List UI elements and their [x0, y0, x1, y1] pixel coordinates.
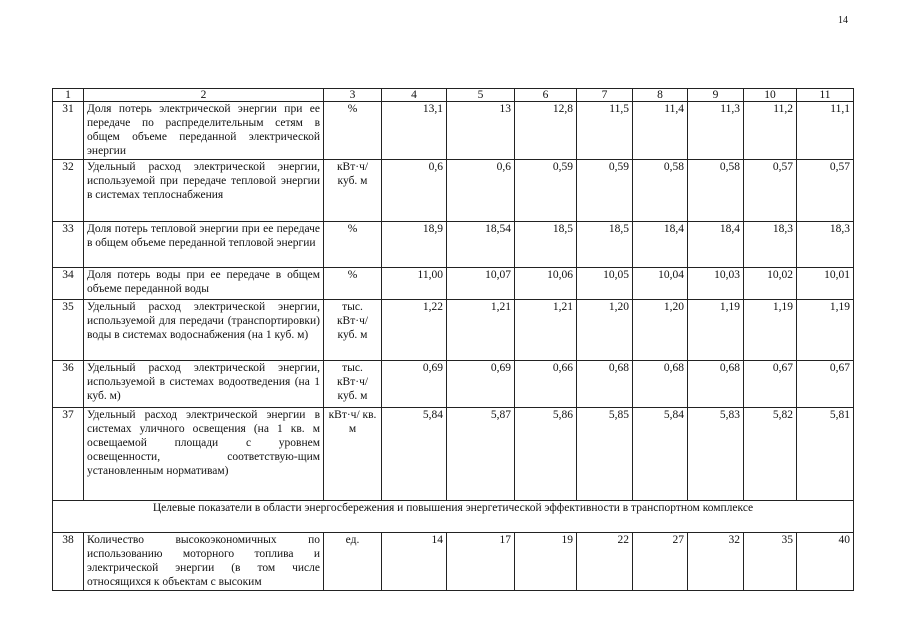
column-header: 5 — [447, 89, 515, 102]
value-cell: 5,84 — [633, 408, 688, 501]
value-cell: 18,3 — [744, 222, 797, 268]
value-cell: 11,2 — [744, 102, 797, 160]
value-cell: 11,3 — [688, 102, 744, 160]
value-cell: 0,59 — [515, 160, 577, 222]
row-number: 34 — [53, 268, 84, 300]
indicators-table — [52, 88, 854, 591]
value-cell: 0,69 — [382, 361, 447, 408]
column-header: 3 — [324, 89, 382, 102]
unit: ед. — [324, 533, 382, 591]
indicator-name: Доля потерь тепловой энергии при ее передаче в общем объеме переданной тепловой энергии — [84, 222, 324, 268]
unit: % — [324, 222, 382, 268]
value-cell: 10,03 — [688, 268, 744, 300]
value-cell: 5,86 — [515, 408, 577, 501]
value-cell: 10,05 — [577, 268, 633, 300]
value-cell: 5,85 — [577, 408, 633, 501]
value-cell: 0,57 — [797, 160, 854, 222]
value-cell: 0,6 — [447, 160, 515, 222]
value-cell: 35 — [744, 533, 797, 591]
value-cell: 12,8 — [515, 102, 577, 160]
table-row — [53, 268, 854, 300]
row-number: 35 — [53, 300, 84, 361]
section-heading-row — [53, 501, 854, 533]
value-cell: 5,84 — [382, 408, 447, 501]
indicator-name: Удельный расход электрической энергии в системах уличного освещения (на 1 кв. м освещаемой площади с уровнем освещенности, соответствую-щим установленным нормативам) — [84, 408, 324, 501]
value-cell: 0,58 — [633, 160, 688, 222]
value-cell: 10,02 — [744, 268, 797, 300]
column-header: 2 — [84, 89, 324, 102]
value-cell: 0,67 — [797, 361, 854, 408]
table-row — [53, 222, 854, 268]
value-cell: 0,68 — [633, 361, 688, 408]
column-number-row — [53, 89, 854, 102]
value-cell: 18,4 — [688, 222, 744, 268]
value-cell: 0,59 — [577, 160, 633, 222]
value-cell: 0,68 — [577, 361, 633, 408]
row-number: 38 — [53, 533, 84, 591]
section-heading: Целевые показатели в области энергосбережения и повышения энергетической эффективности в транспортном комплексе — [53, 501, 854, 533]
value-cell: 10,01 — [797, 268, 854, 300]
row-number: 37 — [53, 408, 84, 501]
value-cell: 11,1 — [797, 102, 854, 160]
indicator-name: Количество высокоэкономичных по использованию моторного топлива и электрической энергии (в том числе относящихся к объектам с высоким — [84, 533, 324, 591]
column-header: 6 — [515, 89, 577, 102]
indicator-name: Доля потерь электрической энергии при ее передаче по распределительным сетям в общем объеме переданной электрической энергии — [84, 102, 324, 160]
column-header: 8 — [633, 89, 688, 102]
table-row — [53, 160, 854, 222]
value-cell: 1,21 — [515, 300, 577, 361]
value-cell: 5,81 — [797, 408, 854, 501]
table-row — [53, 300, 854, 361]
column-header: 10 — [744, 89, 797, 102]
indicator-name: Удельный расход электрической энергии, используемой при передаче тепловой энергии в системах теплоснабжения — [84, 160, 324, 222]
value-cell: 17 — [447, 533, 515, 591]
value-cell: 11,4 — [633, 102, 688, 160]
value-cell: 1,19 — [744, 300, 797, 361]
value-cell: 22 — [577, 533, 633, 591]
indicator-name: Удельный расход электрической энергии, используемой в системах водоотведения (на 1 куб. м) — [84, 361, 324, 408]
value-cell: 14 — [382, 533, 447, 591]
column-header: 7 — [577, 89, 633, 102]
value-cell: 0,69 — [447, 361, 515, 408]
value-cell: 1,21 — [447, 300, 515, 361]
value-cell: 0,67 — [744, 361, 797, 408]
value-cell: 13,1 — [382, 102, 447, 160]
value-cell: 10,04 — [633, 268, 688, 300]
value-cell: 10,06 — [515, 268, 577, 300]
indicator-name: Доля потерь воды при ее передаче в общем объеме переданной воды — [84, 268, 324, 300]
value-cell: 32 — [688, 533, 744, 591]
value-cell: 40 — [797, 533, 854, 591]
unit: % — [324, 102, 382, 160]
value-cell: 1,22 — [382, 300, 447, 361]
value-cell: 27 — [633, 533, 688, 591]
value-cell: 18,9 — [382, 222, 447, 268]
value-cell: 18,4 — [633, 222, 688, 268]
column-header: 11 — [797, 89, 854, 102]
value-cell: 10,07 — [447, 268, 515, 300]
value-cell: 0,6 — [382, 160, 447, 222]
row-number: 31 — [53, 102, 84, 160]
value-cell: 0,66 — [515, 361, 577, 408]
unit: % — [324, 268, 382, 300]
value-cell: 5,87 — [447, 408, 515, 501]
indicator-name: Удельный расход электрической энергии, используемой для передачи (транспортировки) воды в системах водоснабжения (на 1 куб. м) — [84, 300, 324, 361]
value-cell: 18,3 — [797, 222, 854, 268]
column-header: 4 — [382, 89, 447, 102]
value-cell: 18,5 — [577, 222, 633, 268]
unit: тыс. кВт·ч/ куб. м — [324, 300, 382, 361]
row-number: 32 — [53, 160, 84, 222]
unit: тыс. кВт·ч/ куб. м — [324, 361, 382, 408]
value-cell: 5,82 — [744, 408, 797, 501]
table-row — [53, 361, 854, 408]
value-cell: 5,83 — [688, 408, 744, 501]
value-cell: 0,58 — [688, 160, 744, 222]
value-cell: 11,5 — [577, 102, 633, 160]
value-cell: 11,00 — [382, 268, 447, 300]
page-number: 14 — [838, 15, 848, 26]
table-row — [53, 102, 854, 160]
value-cell: 0,68 — [688, 361, 744, 408]
table-row — [53, 408, 854, 501]
table-row — [53, 533, 854, 591]
unit: кВт·ч/ кв. м — [324, 408, 382, 501]
column-header: 9 — [688, 89, 744, 102]
value-cell: 0,57 — [744, 160, 797, 222]
row-number: 33 — [53, 222, 84, 268]
unit: кВт·ч/ куб. м — [324, 160, 382, 222]
value-cell: 18,54 — [447, 222, 515, 268]
value-cell: 19 — [515, 533, 577, 591]
value-cell: 1,20 — [633, 300, 688, 361]
value-cell: 1,20 — [577, 300, 633, 361]
value-cell: 13 — [447, 102, 515, 160]
value-cell: 1,19 — [688, 300, 744, 361]
value-cell: 18,5 — [515, 222, 577, 268]
column-header: 1 — [53, 89, 84, 102]
value-cell: 1,19 — [797, 300, 854, 361]
row-number: 36 — [53, 361, 84, 408]
